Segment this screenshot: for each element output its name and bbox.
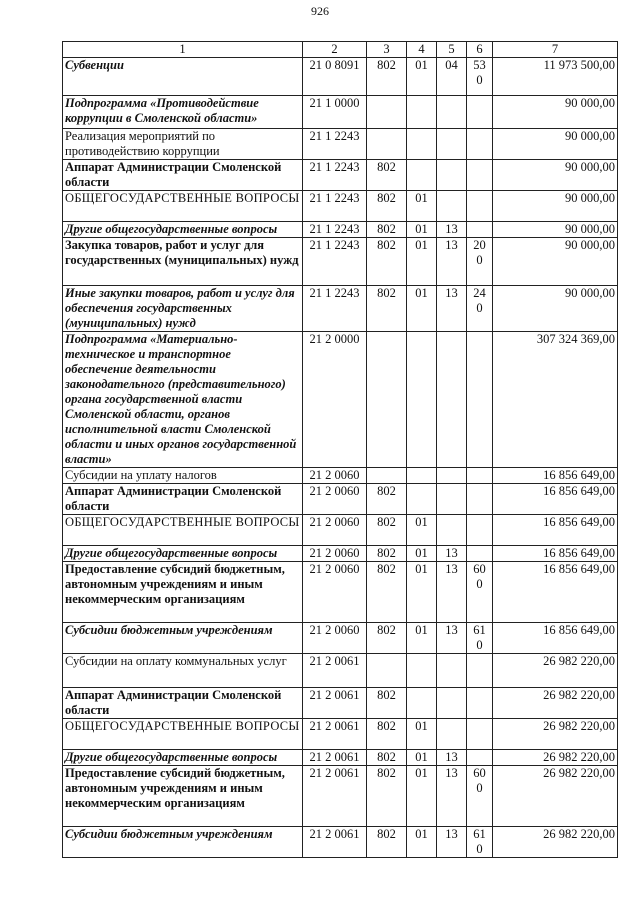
amount: 16 856 649,00: [493, 468, 618, 484]
dept-code: 802: [367, 191, 407, 222]
subsection-code: [437, 468, 467, 484]
section-code: 01: [407, 562, 437, 623]
row-name: Субсидии на оплату коммунальных услуг: [63, 654, 303, 688]
section-code: [407, 129, 437, 160]
table-row: [63, 766, 618, 827]
subsection-code: [437, 191, 467, 222]
amount: 90 000,00: [493, 96, 618, 129]
expense-type-code: 53 0: [467, 58, 493, 96]
section-code: [407, 654, 437, 688]
expense-type-code: [467, 468, 493, 484]
section-code: 01: [407, 766, 437, 827]
expense-type-code: [467, 546, 493, 562]
table-row: [63, 546, 618, 562]
dept-code: [367, 332, 407, 468]
subsection-code: 13: [437, 286, 467, 332]
amount: 307 324 369,00: [493, 332, 618, 468]
dept-code: [367, 468, 407, 484]
row-name: Иные закупки товаров, работ и услуг для обеспечения государственных (муниципальных) нужд: [63, 286, 303, 332]
subsection-code: 13: [437, 562, 467, 623]
table-row: [63, 96, 618, 129]
expense-type-code: [467, 332, 493, 468]
table-row: [63, 654, 618, 688]
subsection-code: [437, 484, 467, 515]
amount: 90 000,00: [493, 238, 618, 286]
target-code: 21 2 0061: [303, 750, 367, 766]
expense-type-code: [467, 484, 493, 515]
table-row: [63, 623, 618, 654]
section-code: 01: [407, 191, 437, 222]
target-code: 21 1 2243: [303, 238, 367, 286]
target-code: 21 1 0000: [303, 96, 367, 129]
table-row: [63, 160, 618, 191]
section-code: 01: [407, 58, 437, 96]
row-name: Аппарат Администрации Смоленской области: [63, 484, 303, 515]
row-name: Аппарат Администрации Смоленской области: [63, 688, 303, 719]
section-code: [407, 332, 437, 468]
dept-code: 802: [367, 766, 407, 827]
table-row: [63, 750, 618, 766]
row-name: Другие общегосударственные вопросы: [63, 546, 303, 562]
budget-table: [62, 41, 618, 858]
subsection-code: [437, 515, 467, 546]
amount: 26 982 220,00: [493, 766, 618, 827]
table-row: [63, 332, 618, 468]
section-code: [407, 160, 437, 191]
row-name: Предоставление субсидий бюджетным, автономным учреждениям и иным некоммерческим организациям: [63, 562, 303, 623]
header-cell: 6: [467, 42, 493, 58]
table-row: [63, 688, 618, 719]
target-code: 21 2 0000: [303, 332, 367, 468]
subsection-code: 13: [437, 222, 467, 238]
header-cell: 1: [63, 42, 303, 58]
amount: 26 982 220,00: [493, 654, 618, 688]
header-row: [63, 42, 618, 58]
expense-type-code: [467, 688, 493, 719]
row-name: Подпрограмма «Противодействие коррупции в Смоленской области»: [63, 96, 303, 129]
row-name: Субсидии бюджетным учреждениям: [63, 827, 303, 858]
amount: 16 856 649,00: [493, 515, 618, 546]
dept-code: 802: [367, 484, 407, 515]
amount: 26 982 220,00: [493, 688, 618, 719]
row-name: Реализация мероприятий по противодействию коррупции: [63, 129, 303, 160]
section-code: 01: [407, 238, 437, 286]
table-row: [63, 827, 618, 858]
header-cell: 4: [407, 42, 437, 58]
subsection-code: 13: [437, 546, 467, 562]
target-code: 21 1 2243: [303, 160, 367, 191]
table-row: [63, 562, 618, 623]
section-code: [407, 96, 437, 129]
table-row: [63, 191, 618, 222]
subsection-code: [437, 654, 467, 688]
amount: 26 982 220,00: [493, 750, 618, 766]
amount: 16 856 649,00: [493, 562, 618, 623]
header-cell: 2: [303, 42, 367, 58]
target-code: 21 2 0060: [303, 546, 367, 562]
subsection-code: 13: [437, 238, 467, 286]
row-name: Субвенции: [63, 58, 303, 96]
section-code: 01: [407, 515, 437, 546]
section-code: [407, 484, 437, 515]
dept-code: 802: [367, 562, 407, 623]
target-code: 21 2 0060: [303, 623, 367, 654]
target-code: 21 0 8091: [303, 58, 367, 96]
table-row: [63, 719, 618, 750]
dept-code: 802: [367, 160, 407, 191]
target-code: 21 2 0060: [303, 468, 367, 484]
section-code: 01: [407, 286, 437, 332]
table-body: [63, 58, 618, 858]
dept-code: 802: [367, 827, 407, 858]
expense-type-code: 60 0: [467, 766, 493, 827]
expense-type-code: [467, 654, 493, 688]
expense-type-code: 60 0: [467, 562, 493, 623]
dept-code: [367, 129, 407, 160]
row-name: Предоставление субсидий бюджетным, автономным учреждениям и иным некоммерческим организациям: [63, 766, 303, 827]
row-name: ОБЩЕГОСУДАРСТВЕННЫЕ ВОПРОСЫ: [63, 719, 303, 750]
section-code: 01: [407, 750, 437, 766]
amount: 90 000,00: [493, 222, 618, 238]
expense-type-code: [467, 129, 493, 160]
header-cell: 5: [437, 42, 467, 58]
amount: 90 000,00: [493, 286, 618, 332]
header-cell: 3: [367, 42, 407, 58]
dept-code: 802: [367, 515, 407, 546]
row-name: Аппарат Администрации Смоленской области: [63, 160, 303, 191]
target-code: 21 2 0061: [303, 719, 367, 750]
target-code: 21 2 0060: [303, 515, 367, 546]
target-code: 21 1 2243: [303, 129, 367, 160]
target-code: 21 1 2243: [303, 286, 367, 332]
subsection-code: [437, 332, 467, 468]
expense-type-code: 61 0: [467, 623, 493, 654]
amount: 26 982 220,00: [493, 719, 618, 750]
expense-type-code: [467, 515, 493, 546]
section-code: 01: [407, 719, 437, 750]
amount: 90 000,00: [493, 160, 618, 191]
row-name: Подпрограмма «Материально-техническое и транспортное обеспечение деятельности законодательного (представительного) органа государственной власти Смоленской области, органов исполнительной власти Смоленской области и иных органов государственной власти»: [63, 332, 303, 468]
row-name: Другие общегосударственные вопросы: [63, 750, 303, 766]
dept-code: 802: [367, 546, 407, 562]
dept-code: 802: [367, 222, 407, 238]
subsection-code: [437, 96, 467, 129]
section-code: 01: [407, 222, 437, 238]
dept-code: 802: [367, 58, 407, 96]
header-cell: 7: [493, 42, 618, 58]
dept-code: 802: [367, 688, 407, 719]
amount: 90 000,00: [493, 129, 618, 160]
target-code: 21 2 0061: [303, 654, 367, 688]
expense-type-code: [467, 719, 493, 750]
target-code: 21 2 0060: [303, 562, 367, 623]
dept-code: 802: [367, 719, 407, 750]
amount: 16 856 649,00: [493, 546, 618, 562]
subsection-code: 13: [437, 750, 467, 766]
amount: 11 973 500,00: [493, 58, 618, 96]
table-row: [63, 286, 618, 332]
target-code: 21 1 2243: [303, 222, 367, 238]
subsection-code: 04: [437, 58, 467, 96]
row-name: Другие общегосударственные вопросы: [63, 222, 303, 238]
section-code: [407, 688, 437, 719]
target-code: 21 2 0060: [303, 484, 367, 515]
amount: 16 856 649,00: [493, 623, 618, 654]
target-code: 21 1 2243: [303, 191, 367, 222]
amount: 90 000,00: [493, 191, 618, 222]
expense-type-code: [467, 160, 493, 191]
section-code: 01: [407, 546, 437, 562]
dept-code: 802: [367, 286, 407, 332]
dept-code: 802: [367, 623, 407, 654]
row-name: Закупка товаров, работ и услуг для государственных (муниципальных) нужд: [63, 238, 303, 286]
section-code: [407, 468, 437, 484]
expense-type-code: [467, 222, 493, 238]
expense-type-code: [467, 750, 493, 766]
target-code: 21 2 0061: [303, 827, 367, 858]
expense-type-code: 24 0: [467, 286, 493, 332]
table-row: [63, 58, 618, 96]
subsection-code: [437, 160, 467, 191]
dept-code: [367, 96, 407, 129]
table-row: [63, 222, 618, 238]
subsection-code: [437, 688, 467, 719]
subsection-code: [437, 719, 467, 750]
row-name: ОБЩЕГОСУДАРСТВЕННЫЕ ВОПРОСЫ: [63, 515, 303, 546]
section-code: 01: [407, 827, 437, 858]
subsection-code: [437, 129, 467, 160]
expense-type-code: [467, 96, 493, 129]
dept-code: 802: [367, 238, 407, 286]
row-name: Субсидии бюджетным учреждениям: [63, 623, 303, 654]
table-row: [63, 238, 618, 286]
dept-code: 802: [367, 750, 407, 766]
dept-code: [367, 654, 407, 688]
subsection-code: 13: [437, 827, 467, 858]
amount: 16 856 649,00: [493, 484, 618, 515]
subsection-code: 13: [437, 623, 467, 654]
page-number: 926: [311, 4, 329, 18]
table-row: [63, 129, 618, 160]
expense-type-code: [467, 191, 493, 222]
table-row: [63, 515, 618, 546]
table-row: [63, 484, 618, 515]
target-code: 21 2 0061: [303, 766, 367, 827]
target-code: 21 2 0061: [303, 688, 367, 719]
row-name: ОБЩЕГОСУДАРСТВЕННЫЕ ВОПРОСЫ: [63, 191, 303, 222]
subsection-code: 13: [437, 766, 467, 827]
row-name: Субсидии на уплату налогов: [63, 468, 303, 484]
table-row: [63, 468, 618, 484]
expense-type-code: 20 0: [467, 238, 493, 286]
section-code: 01: [407, 623, 437, 654]
amount: 26 982 220,00: [493, 827, 618, 858]
expense-type-code: 61 0: [467, 827, 493, 858]
